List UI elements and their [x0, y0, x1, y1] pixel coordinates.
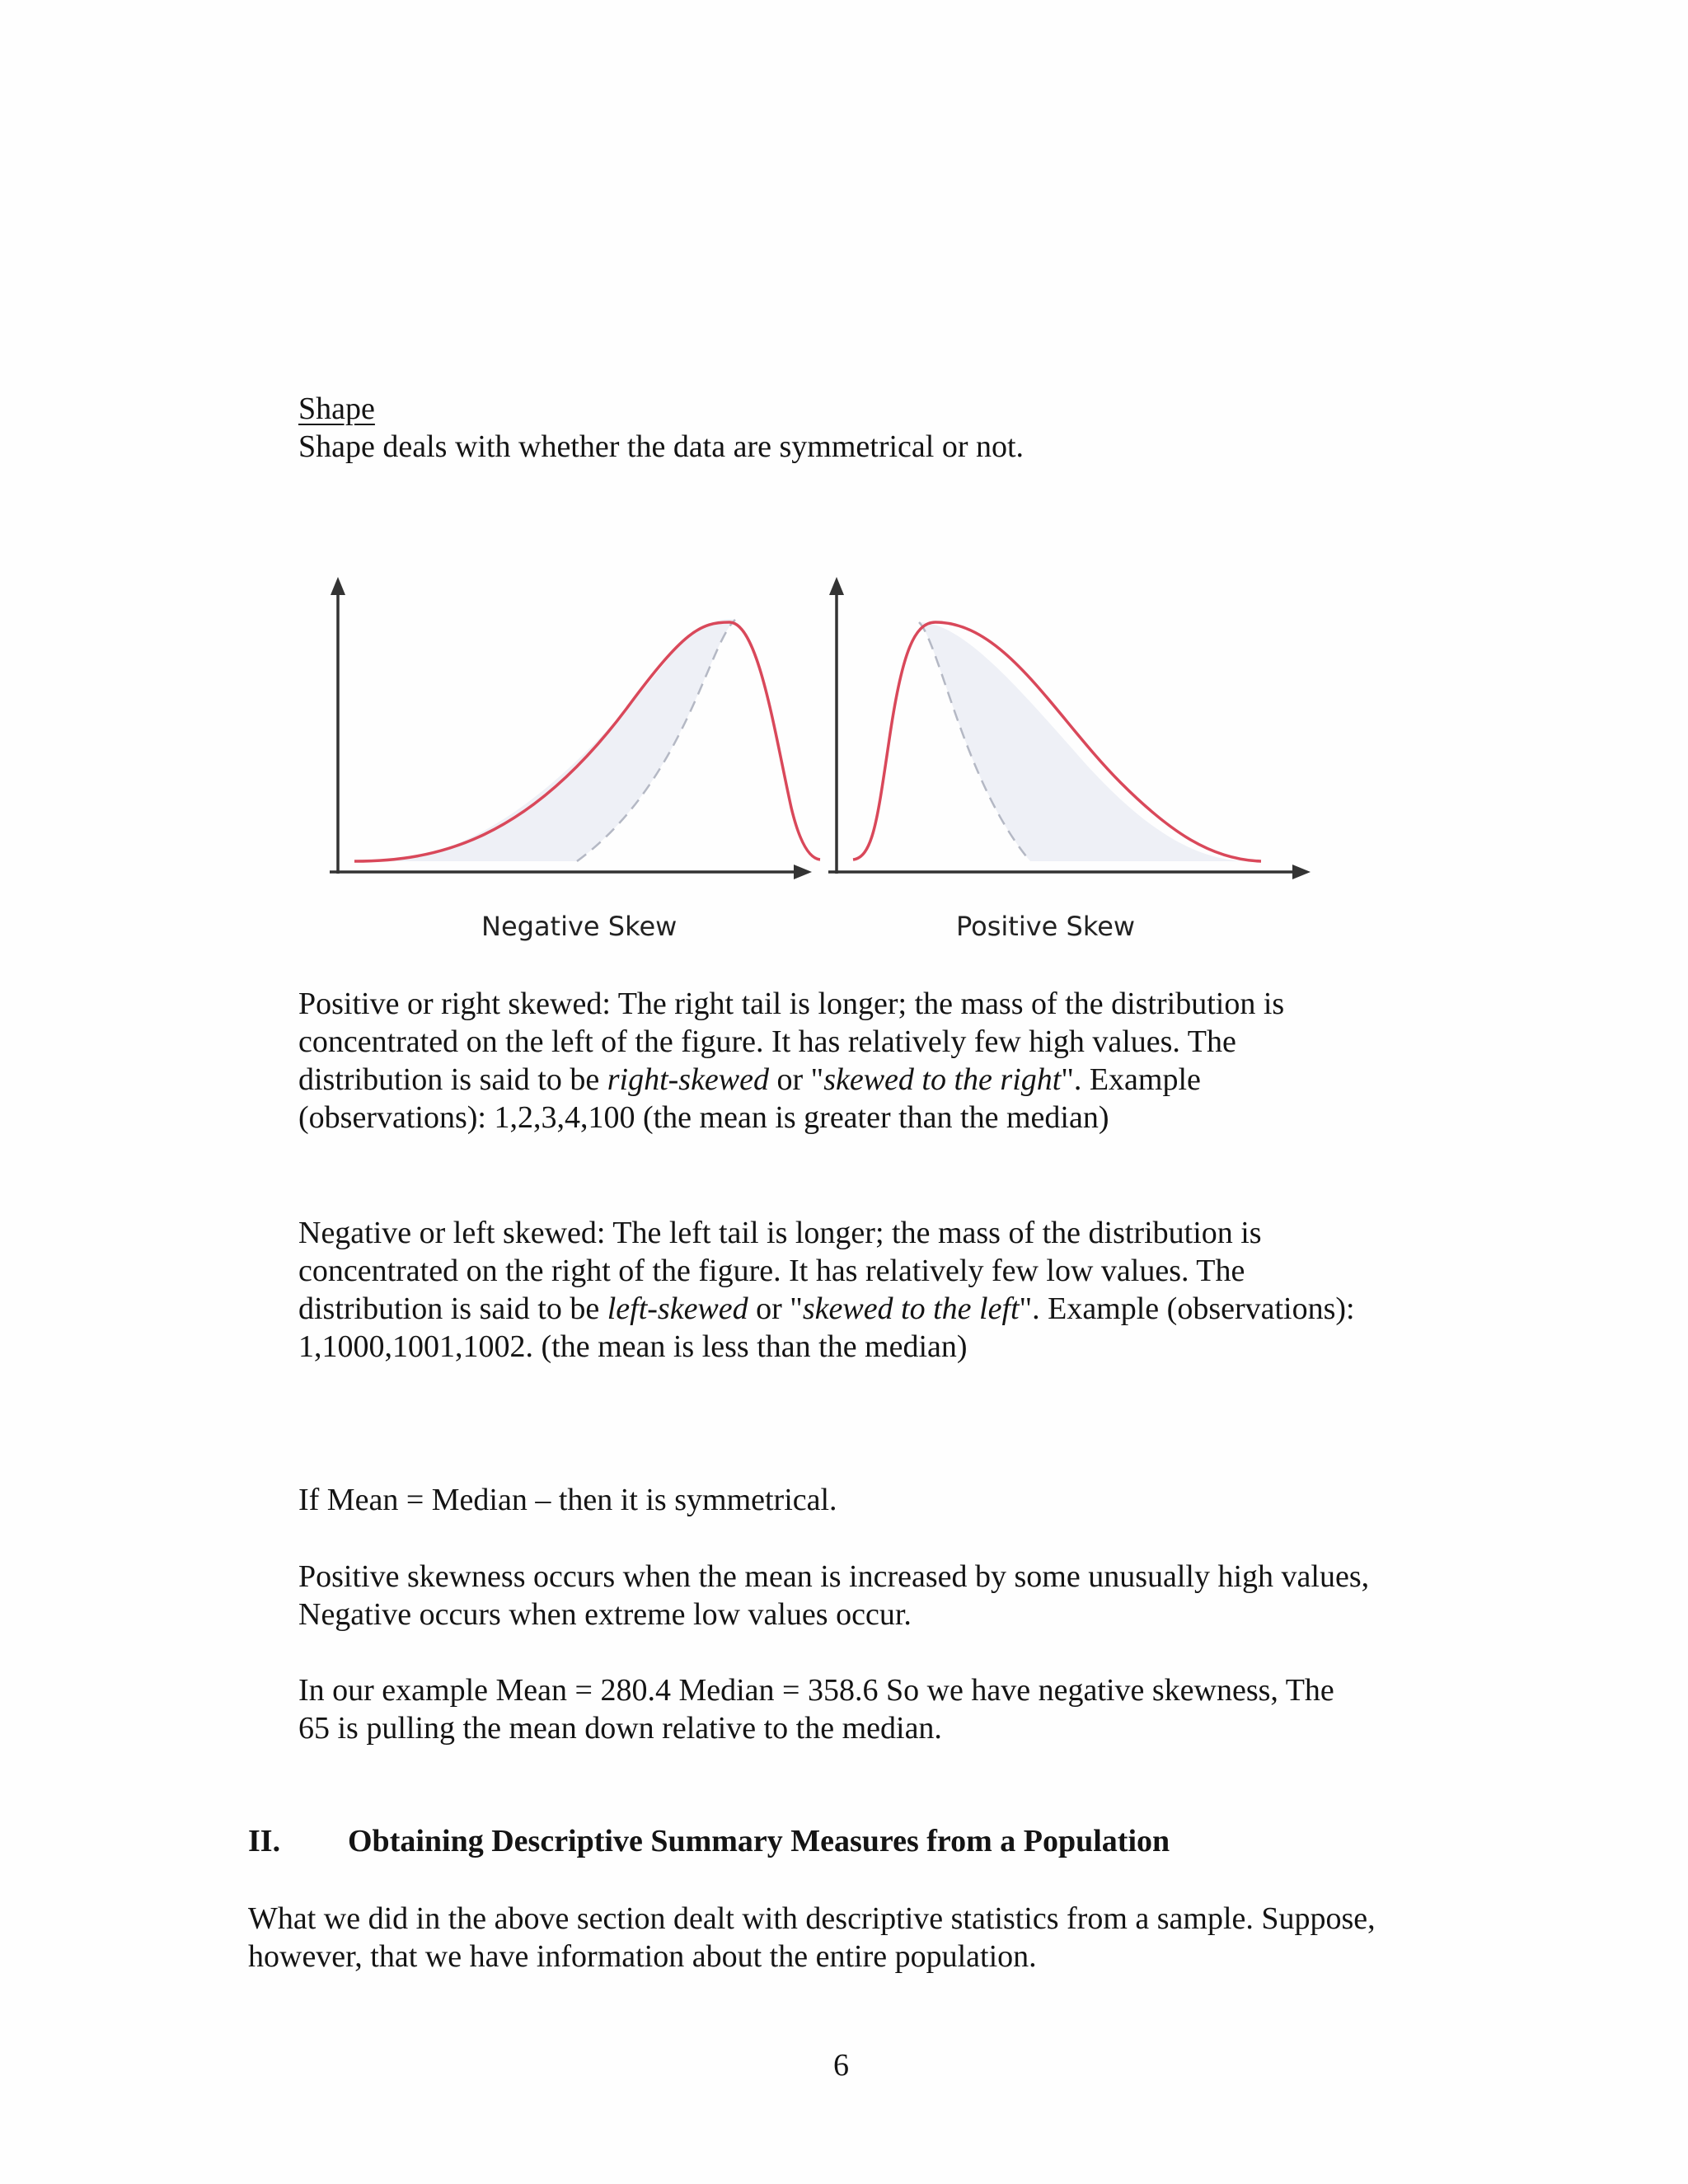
closing-para-line-2: however, that we have information about the entire population.	[248, 1939, 1037, 1974]
closing-para-line-1: What we did in the above section dealt with descriptive statistics from a sample. Suppose,	[248, 1901, 1376, 1936]
positive-skew-fill	[919, 622, 1245, 861]
left-skewed-term: left-skewed	[607, 1291, 748, 1326]
example-para-line-2: 65 is pulling the mean down relative to the median.	[298, 1711, 942, 1746]
skewness-para-line-2: Negative occurs when extreme low values occur.	[298, 1597, 912, 1632]
symmetric-statement: If Mean = Median – then it is symmetrical.	[298, 1483, 837, 1517]
positive-skew-caption: Positive Skew	[956, 911, 1136, 942]
negative-skew-panel	[330, 577, 820, 879]
skewed-left-term: skewed to the left	[802, 1291, 1020, 1326]
negative-skew-caption: Negative Skew	[481, 911, 678, 942]
section-number: II.	[248, 1824, 281, 1858]
positive-para-line-3: distribution is said to be right-skewed or "skewed to the right". Example	[298, 1062, 1201, 1097]
positive-skew-panel	[828, 577, 1311, 879]
negative-skew-x-arrow-icon	[794, 865, 812, 879]
positive-skew-y-arrow-icon	[829, 577, 844, 595]
example-para-line-1: In our example Mean = 280.4 Median = 358.6 So we have negative skewness, The	[298, 1673, 1334, 1708]
negative-skew-y-arrow-icon	[331, 577, 345, 595]
negative-skew-fill	[371, 619, 735, 861]
section-title: Obtaining Descriptive Summary Measures from a Population	[348, 1824, 1170, 1858]
positive-skew-x-arrow-icon	[1292, 865, 1311, 879]
positive-para-line-2: concentrated on the left of the figure. It has relatively few high values. The	[298, 1024, 1236, 1059]
skew-figure	[313, 569, 1335, 898]
page-number: 6	[833, 2048, 849, 2083]
skewed-right-term: skewed to the right	[823, 1062, 1062, 1097]
skewness-para-line-1: Positive skewness occurs when the mean is increased by some unusually high values,	[298, 1559, 1370, 1594]
negative-para-line-2: concentrated on the right of the figure. It has relatively few low values. The	[298, 1254, 1245, 1288]
negative-para-line-3: distribution is said to be left-skewed or "skewed to the left". Example (observations):	[298, 1291, 1355, 1326]
positive-para-line-1: Positive or right skewed: The right tail is longer; the mass of the distribution is	[298, 987, 1285, 1021]
shape-heading: Shape	[298, 391, 375, 426]
shape-intro: Shape deals with whether the data are symmetrical or not.	[298, 429, 1025, 464]
negative-para-line-4: 1,1000,1001,1002. (the mean is less than the median)	[298, 1329, 968, 1364]
negative-para-line-1: Negative or left skewed: The left tail is longer; the mass of the distribution is	[298, 1216, 1262, 1250]
positive-para-line-4: (observations): 1,2,3,4,100 (the mean is greater than the median)	[298, 1100, 1109, 1135]
right-skewed-term: right-skewed	[607, 1062, 770, 1097]
